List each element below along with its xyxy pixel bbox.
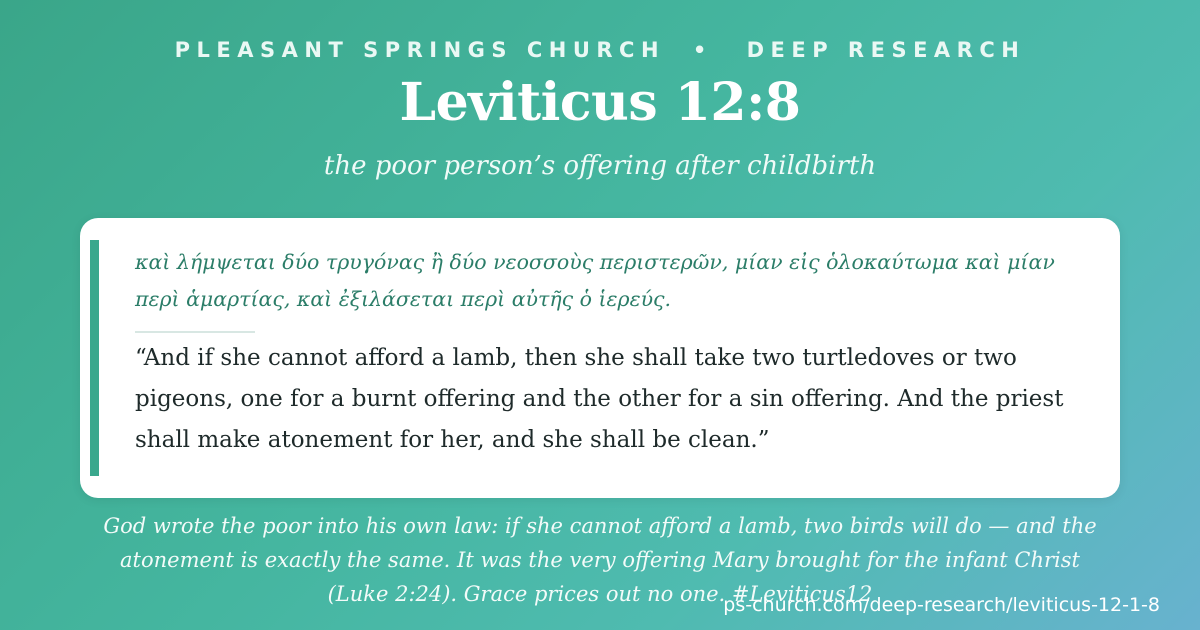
verse-divider	[135, 331, 255, 333]
page-subtitle: the poor person’s offering after childbirth	[323, 151, 877, 181]
page-title: Leviticus 12:8	[399, 72, 801, 133]
card-accent-bar	[90, 240, 99, 476]
scripture-card	[80, 218, 1120, 498]
reflection-text: God wrote the poor into his own law: if she cannot afford a lamb, two birds will do — and the atonement is exactly the same. It was the very offering Mary brought for the infant Christ (Luke 2:24). Grace prices out no one. #Leviticus12	[103, 514, 1097, 606]
english-verse: “And if she cannot afford a lamb, then she shall take two turtledoves or two pigeons, one for a burnt offering and the other for a sin offering. And the priest shall make atonement for her, and she shall be clean.”	[135, 345, 1064, 453]
kicker-separator: •	[692, 38, 713, 62]
header-kicker	[0, 38, 1200, 62]
section-name: DEEP RESEARCH	[746, 38, 1026, 62]
footer-url: ps-church.com/deep-research/leviticus-12-1-8	[723, 594, 1160, 616]
greek-verse: καὶ λήμψεται δύο τρυγόνας ἢ δύο νεοσσοὺς περιστερῶν, μίαν εἰς ὁλοκαύτωμα καὶ μίαν περὶ ἁμαρτίας, καὶ ἐξιλάσεται περὶ αὐτῆς ὁ ἱερεύς.	[135, 250, 1055, 311]
church-name: PLEASANT SPRINGS CHURCH	[174, 38, 666, 62]
